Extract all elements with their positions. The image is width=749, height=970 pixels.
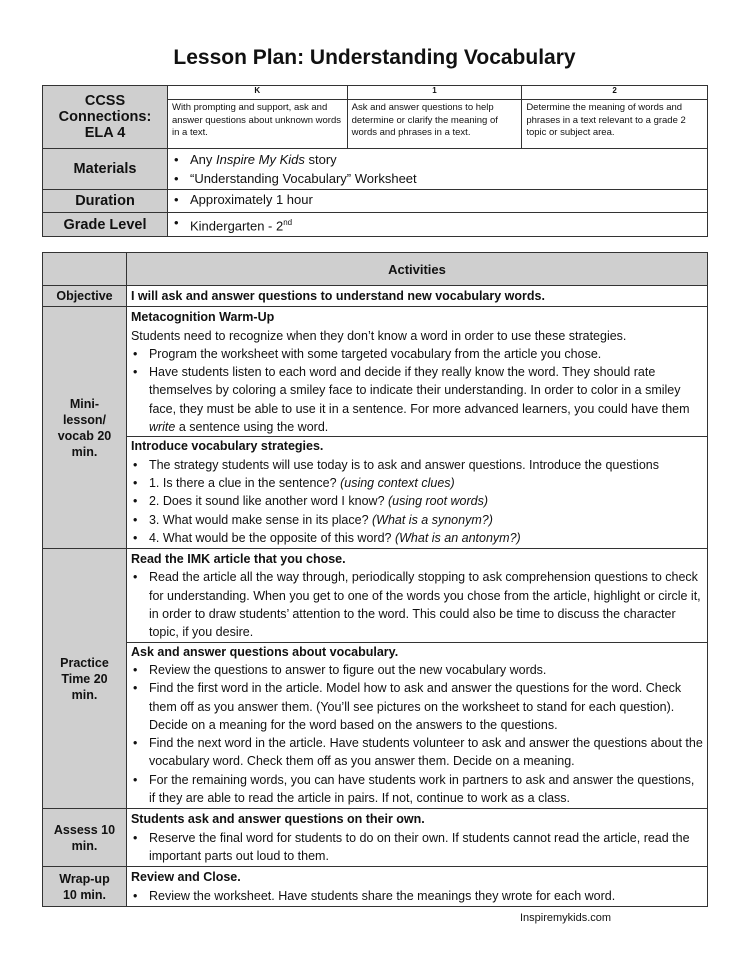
materials-item: • “Understanding Vocabulary” Worksheet xyxy=(168,169,707,188)
ccss-label: CCSS Connections: ELA 4 xyxy=(43,86,168,149)
duration-cell xyxy=(167,190,707,213)
strategies-section xyxy=(127,437,707,547)
grade-level-label: Grade Level xyxy=(43,213,168,237)
practice-label: Practice Time 20 min. xyxy=(43,549,127,809)
activities-table xyxy=(42,252,708,907)
minilesson-cell xyxy=(126,307,707,549)
footer-site: Inspiremykids.com xyxy=(520,912,612,924)
warmup-title: Metacognition Warm-Up xyxy=(130,310,275,325)
grade-2-header: 2 xyxy=(522,86,708,100)
warmup-text: Students need to recognize when they don’t know a word in order to use these strategies. xyxy=(130,328,627,343)
read-section xyxy=(127,550,707,642)
list-item: • 1. Is there a clue in the sentence? (using context clues) xyxy=(127,474,703,492)
list-item: • The strategy students will use today is to ask and answer questions. Introduce the questions xyxy=(127,456,703,474)
list-item: • Review the worksheet. Have students share the meanings they wrote for each word. xyxy=(127,887,703,905)
list-item: • 3. What would make sense in its place? (What is a synonym?) xyxy=(127,511,703,529)
assess-title: Students ask and answer questions on their own. xyxy=(130,812,425,827)
assess-cell xyxy=(126,809,707,867)
list-item: • 2. Does it sound like another word I know? (using root words) xyxy=(127,492,703,510)
page-title: Lesson Plan: Understanding Vocabulary xyxy=(173,46,576,69)
ask-title: Ask and answer questions about vocabulary. xyxy=(130,644,399,659)
wrapup-label: Wrap-up 10 min. xyxy=(43,867,127,907)
duration-value: • Approximately 1 hour xyxy=(168,190,707,209)
grade-k-header: K xyxy=(167,86,347,100)
materials-item: • Any Inspire My Kids story xyxy=(168,150,707,169)
standard-k: With prompting and support, ask and answer questions about unknown words in a text. xyxy=(167,100,347,149)
list-item: • Reserve the final word for students to do on their own. If students cannot read the article, read the important parts out loud to them. xyxy=(127,829,703,866)
minilesson-label: Mini-lesson/ vocab 20 min. xyxy=(43,307,127,549)
duration-label: Duration xyxy=(43,190,168,213)
warmup-section xyxy=(127,308,707,437)
list-item: • 4. What would be the opposite of this word? (What is an antonym?) xyxy=(127,529,703,547)
wrapup-title: Review and Close. xyxy=(130,870,241,885)
grade-1-header: 1 xyxy=(347,86,522,100)
grade-level-value: • Kindergarten - 2nd xyxy=(168,213,707,235)
list-item: • Find the first word in the article. Model how to ask and answer the questions for the word. Check them off as you answer them. (You’ll see pictures on the worksheet to stand for each question). Decide on a meaning for the word based on the answers to the questions. xyxy=(127,679,703,734)
materials-label: Materials xyxy=(43,149,168,190)
objective-label: Objective xyxy=(43,286,127,307)
list-item: • Read the article all the way through, periodically stopping to ask comprehension questions to check for understanding. When you get to one of the words you chose from the article, highlight or circle it, in order to draw students’ attention to the word. This could also be time to discuss the character topic, if you desire. xyxy=(127,568,703,641)
standard-1: Ask and answer questions to help determine or clarify the meaning of words and phrases in a text. xyxy=(347,100,522,149)
list-item: • For the remaining words, you can have students work in partners to ask and answer the questions, if they are able to read the article in pairs. If not, continue to work as a class. xyxy=(127,771,703,808)
activities-header: Activities xyxy=(126,253,707,286)
read-title: Read the IMK article that you chose. xyxy=(130,552,346,567)
wrapup-cell xyxy=(126,867,707,907)
assess-label: Assess 10 min. xyxy=(43,809,127,867)
strategies-title: Introduce vocabulary strategies. xyxy=(130,439,324,454)
list-item: • Have students listen to each word and decide if they really know the word. They should rate themselves by coloring a smiley face to indicate their understanding. In order to color in a smiley face, they must be able to use it in a sentence. For more advanced learners, you could have them write a sentence using the word. xyxy=(127,363,703,436)
standard-2: Determine the meaning of words and phrases in a text relevant to a grade 2 topic or subject area. xyxy=(522,100,708,149)
objective-text: I will ask and answer questions to understand new vocabulary words. xyxy=(126,286,707,307)
list-item: • Program the worksheet with some targeted vocabulary from the article you chose. xyxy=(127,345,703,363)
lesson-info-table xyxy=(42,85,708,237)
grade-level-cell xyxy=(167,213,707,237)
practice-cell xyxy=(126,549,707,809)
ask-section xyxy=(127,643,707,808)
materials-cell xyxy=(167,149,707,190)
list-item: • Review the questions to answer to figure out the new vocabulary words. xyxy=(127,661,703,679)
list-item: • Find the next word in the article. Have students volunteer to ask and answer the questions about the vocabulary word. Check them off as you answer them. Decide on a meaning. xyxy=(127,734,703,771)
